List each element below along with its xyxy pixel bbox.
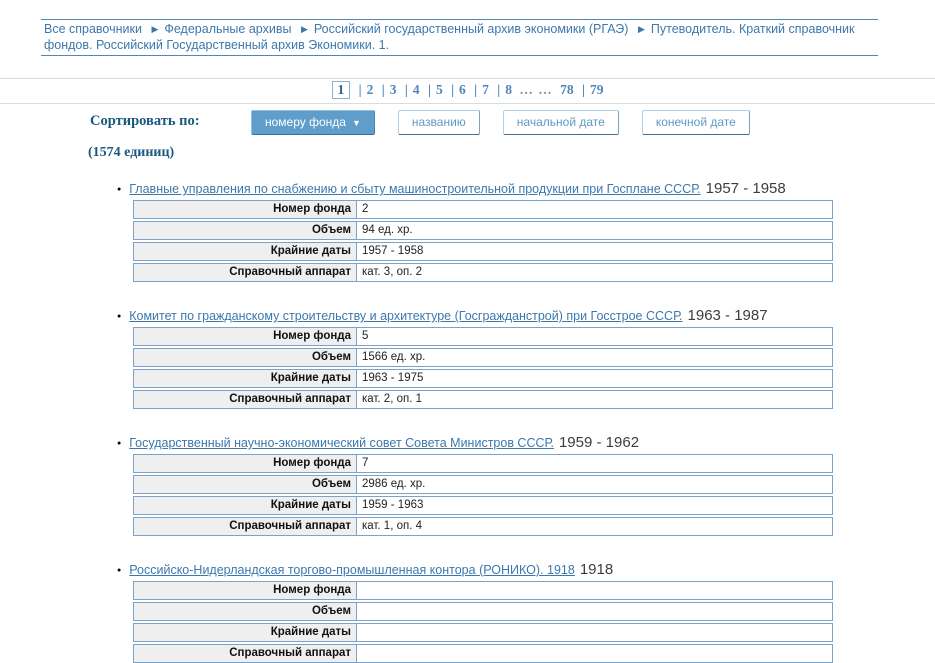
table-row: [133, 200, 833, 219]
table-row: [133, 369, 833, 388]
pagination-page[interactable]: 5: [435, 82, 443, 97]
pagination-page[interactable]: 3: [389, 82, 397, 97]
pagination-page[interactable]: 1: [332, 81, 351, 99]
row-label: Объем: [134, 222, 357, 239]
fund-date-range: 1963 - 1987: [687, 307, 768, 324]
row-label: Объем: [134, 476, 357, 493]
bullet-icon: ●: [117, 186, 122, 193]
row-label: Номер фонда: [134, 582, 357, 599]
fund-entry: [0, 308, 935, 409]
sort-button[interactable]: [503, 110, 619, 135]
breadcrumb-link[interactable]: Российский государственный архив экономики (РГАЭ): [313, 22, 629, 36]
pagination-separator: |: [404, 82, 408, 97]
table-row: [133, 623, 833, 642]
row-value: 2: [362, 203, 369, 215]
fund-entry-header: [117, 308, 935, 324]
breadcrumb-arrow-icon: ▶: [151, 24, 159, 34]
breadcrumb: [44, 21, 875, 53]
breadcrumb-bar: [41, 19, 878, 56]
breadcrumb-link[interactable]: Все справочники: [44, 22, 142, 36]
row-value: [357, 603, 832, 620]
sort-button-label: названию: [411, 115, 466, 129]
row-value: 2986 ед. хр.: [362, 478, 426, 490]
pagination-page[interactable]: 8: [505, 82, 513, 97]
fund-date-range: 1959 - 1962: [558, 434, 640, 451]
fund-entry: [0, 181, 935, 282]
table-row: [133, 221, 833, 240]
fund-entry: [0, 435, 935, 536]
row-label: Справочный аппарат: [134, 264, 357, 281]
dropdown-arrow-icon: ▼: [351, 118, 361, 128]
table-row: [133, 327, 833, 346]
fund-detail-table: [133, 200, 833, 282]
row-label: Номер фонда: [134, 201, 357, 218]
sort-button-label: начальной дате: [516, 115, 605, 129]
table-row: [133, 581, 833, 600]
pagination-page[interactable]: 79: [590, 82, 604, 97]
pagination: [0, 78, 935, 104]
fund-entry: [0, 562, 935, 663]
table-row: [133, 390, 833, 409]
row-value: кат. 3, оп. 2: [362, 266, 423, 278]
row-label: Крайние даты: [134, 497, 357, 514]
pagination-page[interactable]: 4: [412, 82, 420, 97]
row-value: 94 ед. хр.: [362, 224, 413, 236]
table-row: [133, 348, 833, 367]
row-value: 1959 - 1963: [362, 499, 424, 511]
fund-entry-header: [117, 181, 935, 197]
row-value: 1566 ед. хр.: [362, 351, 426, 363]
pagination-page[interactable]: 78: [560, 82, 574, 97]
table-row: [133, 263, 833, 282]
fund-title-link[interactable]: Главные управления по снабжению и сбыту машиностроительной продукции при Госплане СССР.: [129, 182, 701, 196]
bullet-icon: ●: [117, 567, 122, 574]
fund-detail-table: [133, 454, 833, 536]
table-row: [133, 242, 833, 261]
row-value: [357, 645, 832, 662]
pagination-separator: |: [497, 82, 501, 97]
pagination-page[interactable]: 7: [482, 82, 489, 97]
bullet-icon: ●: [117, 440, 122, 447]
fund-entry-header: [117, 435, 935, 451]
sort-button-label: конечной дате: [655, 115, 736, 129]
row-value: кат. 1, оп. 4: [362, 520, 423, 532]
fund-title-link[interactable]: Российско-Нидерландская торгово-промышленная контора (РОНИКО). 1918: [129, 563, 575, 577]
row-value: кат. 2, оп. 1: [362, 393, 423, 405]
row-label: Справочный аппарат: [134, 391, 357, 408]
table-row: [133, 644, 833, 663]
fund-entry-header: [117, 562, 935, 578]
row-label: Крайние даты: [134, 370, 357, 387]
row-label: Справочный аппарат: [134, 518, 357, 535]
row-label: Крайние даты: [134, 624, 357, 641]
row-value: 1957 - 1958: [362, 245, 424, 257]
fund-detail-table: [133, 327, 833, 409]
table-row: [133, 454, 833, 473]
pagination-page[interactable]: 2: [366, 82, 374, 97]
fund-date-range: 1918: [579, 561, 614, 578]
fund-detail-table: [133, 581, 833, 663]
results-count: (1574 единиц): [88, 145, 175, 160]
bullet-icon: ●: [117, 313, 122, 320]
sort-button[interactable]: [398, 110, 480, 135]
pagination-separator: |: [358, 82, 362, 97]
row-value: 5: [362, 330, 369, 342]
row-value: 1963 - 1975: [362, 372, 424, 384]
sort-controls: [90, 110, 935, 135]
sort-button-label: номеру фонда: [265, 115, 346, 129]
table-row: [133, 602, 833, 621]
pagination-ellipsis: … …: [519, 82, 553, 97]
sort-label: Сортировать по:: [90, 113, 200, 129]
breadcrumb-link[interactable]: Путеводитель. Краткий справочник фондов. Российский Государственный архив Экономики. 1.: [44, 22, 855, 52]
row-label: Номер фонда: [134, 455, 357, 472]
pagination-separator: |: [474, 82, 478, 97]
sort-button[interactable]: [642, 110, 750, 135]
breadcrumb-arrow-icon: ▶: [300, 24, 308, 34]
table-row: [133, 517, 833, 536]
row-value: [357, 582, 832, 599]
row-label: Крайние даты: [134, 243, 357, 260]
pagination-page[interactable]: 6: [459, 82, 466, 97]
table-row: [133, 475, 833, 494]
row-label: Объем: [134, 603, 357, 620]
breadcrumb-arrow-icon: ▶: [637, 24, 645, 34]
row-value: [357, 624, 832, 641]
fund-title-link[interactable]: Комитет по гражданскому строительству и архитектуре (Госгражданстрой) при Госстрое СССР.: [129, 309, 683, 323]
row-label: Справочный аппарат: [134, 645, 357, 662]
fund-date-range: 1957 - 1958: [705, 180, 786, 197]
row-label: Номер фонда: [134, 328, 357, 345]
sort-button[interactable]: [251, 110, 375, 135]
breadcrumb-link[interactable]: Федеральные архивы: [164, 22, 292, 36]
fund-title-link[interactable]: Государственный научно-экономический совет Совета Министров СССР.: [129, 436, 554, 450]
row-label: Объем: [134, 349, 357, 366]
table-row: [133, 496, 833, 515]
pagination-separator: |: [381, 82, 385, 97]
row-value: 7: [362, 457, 369, 469]
pagination-separator: |: [582, 82, 585, 97]
pagination-separator: |: [451, 82, 455, 97]
pagination-separator: |: [427, 82, 431, 97]
fund-list: [0, 181, 935, 663]
